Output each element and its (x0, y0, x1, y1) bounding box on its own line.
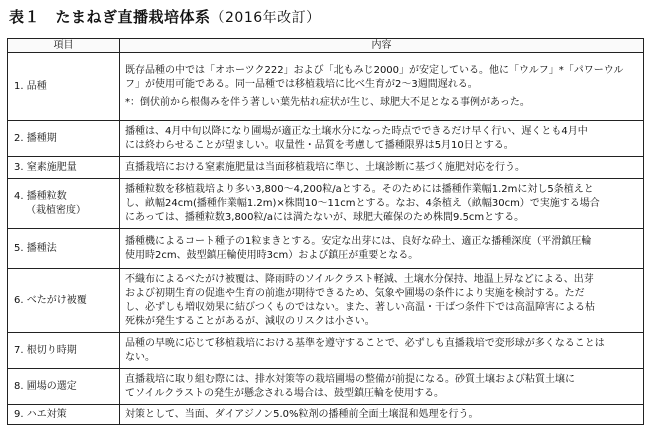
content-line: ない。 (125, 351, 155, 363)
row-label-text: 8. 圃場の選定 (14, 380, 77, 392)
table-row (8, 121, 644, 157)
content-line: および初期生育の促進や生育の前進が期待できるため、気象や圃場の条件により実施を検討する。ただ (125, 287, 585, 299)
row-label-text: 1. 品種 (14, 80, 47, 92)
row-label-text: 5. 播種法 (14, 242, 57, 254)
content-line: 直播栽培に取り組む際には、排水対策等の栽培圃場の整備が前提になる。砂質土壌および粘質土壌に (125, 373, 575, 385)
row-label (8, 229, 120, 269)
table-row (8, 53, 644, 121)
content-line: し、畝幅24cm(播種作業幅1.2m)×株間10～11cmとする。なお、4条植え（畝幅30cm）で実施する場合 (125, 197, 600, 209)
row-content (120, 269, 644, 333)
row-sublabel: （栽植密度） (26, 204, 86, 216)
row-content (120, 229, 644, 269)
row-content (120, 121, 644, 157)
row-label (8, 405, 120, 425)
header-content: 内容 (120, 39, 644, 53)
content-line: 播種粒数を移植栽培より多い3,800～4,200粒/aとする。そのためには播種作業幅1.2mに対し5条植えと (125, 183, 594, 195)
row-label-text: 6. べたがけ被覆 (14, 294, 87, 306)
table-row (8, 229, 644, 269)
row-label-text: 4. 播種粒数 (14, 190, 67, 202)
row-label-text: 2. 播種期 (14, 132, 57, 144)
header-item: 項目 (8, 39, 120, 53)
content-line: 不織布によるべたがけ被覆は、降雨時のソイルクラスト軽減、土壌水分保持、地温上昇などによる、出芽 (125, 273, 594, 285)
row-content (120, 53, 644, 121)
content-line: 播種機によるコート種子の1粒まきとする。安定な出芽には、良好な砕土、適正な播種深度（平滑鎮圧輪 (125, 235, 592, 247)
row-content (120, 179, 644, 229)
row-label-text: 7. 根切り時期 (14, 344, 77, 356)
table-row (8, 157, 644, 179)
content-note: *：倒伏前から根傷みを伴う著しい葉先枯れ症状が生じ、球肥大不足となる事例があった。 (125, 96, 530, 108)
row-label (8, 333, 120, 369)
row-label (8, 269, 120, 333)
cultivation-table (7, 38, 644, 425)
table-row (8, 405, 644, 425)
table-row (8, 179, 644, 229)
content-line: し、必ずしも増収効果に結びつくものではない。また、著しい高温・干ばつ条件下では高温障害による枯 (125, 301, 595, 313)
row-label (8, 369, 120, 405)
content-line: 対策として、当面、ダイアジノン5.0%粒剤の播種前全面土壌混和処理を行う。 (125, 408, 479, 420)
table-title-text: 表１ たまねぎ直播栽培体系 (9, 8, 211, 26)
content-line: 死株が発生することがあるが、減収のリスクは小さい。 (125, 315, 375, 327)
row-content (120, 333, 644, 369)
content-line: にあっては、播種粒数3,800粒/aには満たないが、球肥大確保のため株間9.5cmとする。 (125, 211, 525, 223)
table-title-year: （2016年改訂） (210, 10, 321, 26)
row-label (8, 121, 120, 157)
content-line: 既存品種の中では「オホーツク222」および「北もみじ2000」が安定している。他に「ウルフ」*「パワーウル (125, 64, 624, 76)
row-label-text: 3. 窒素施肥量 (14, 161, 77, 173)
content-line: 品種の早晩に応じて移植栽培における基準を遵守することで、必ずしも直播栽培で変形球が多くなることは (125, 337, 605, 349)
content-line: 使用時2cm、鼓型鎮圧輪使用時3cm）および鎮圧が重要となる。 (125, 249, 419, 261)
row-label (8, 53, 120, 121)
header-row (8, 39, 644, 53)
row-content (120, 157, 644, 179)
content-line: 直播栽培における窒素施肥量は当面移植栽培に準じ、土壌診断に基づく施肥対応を行う。 (125, 161, 525, 173)
content-line: には終わらせることが望ましい。収量性・品質を考慮して播種限界は5月10日とする。 (125, 139, 514, 151)
content-line: フ」が使用可能である。同一品種では移植栽培に比べ生育が2～3週間遅れる。 (125, 78, 478, 90)
row-content (120, 369, 644, 405)
table-title (9, 6, 321, 27)
table-row (8, 269, 644, 333)
content-line: てソイルクラストの発生が懸念される場合は、鼓型鎮圧輪を使用する。 (125, 387, 444, 399)
table-row (8, 369, 644, 405)
row-label (8, 179, 120, 229)
table-row (8, 333, 644, 369)
row-label-text: 9. ハエ対策 (14, 408, 67, 420)
content-line: 播種は、4月中旬以降になり圃場が適正な土壌水分になった時点でできるだけ早く行い、遅くとも4月中 (125, 125, 588, 137)
row-label (8, 157, 120, 179)
row-content (120, 405, 644, 425)
